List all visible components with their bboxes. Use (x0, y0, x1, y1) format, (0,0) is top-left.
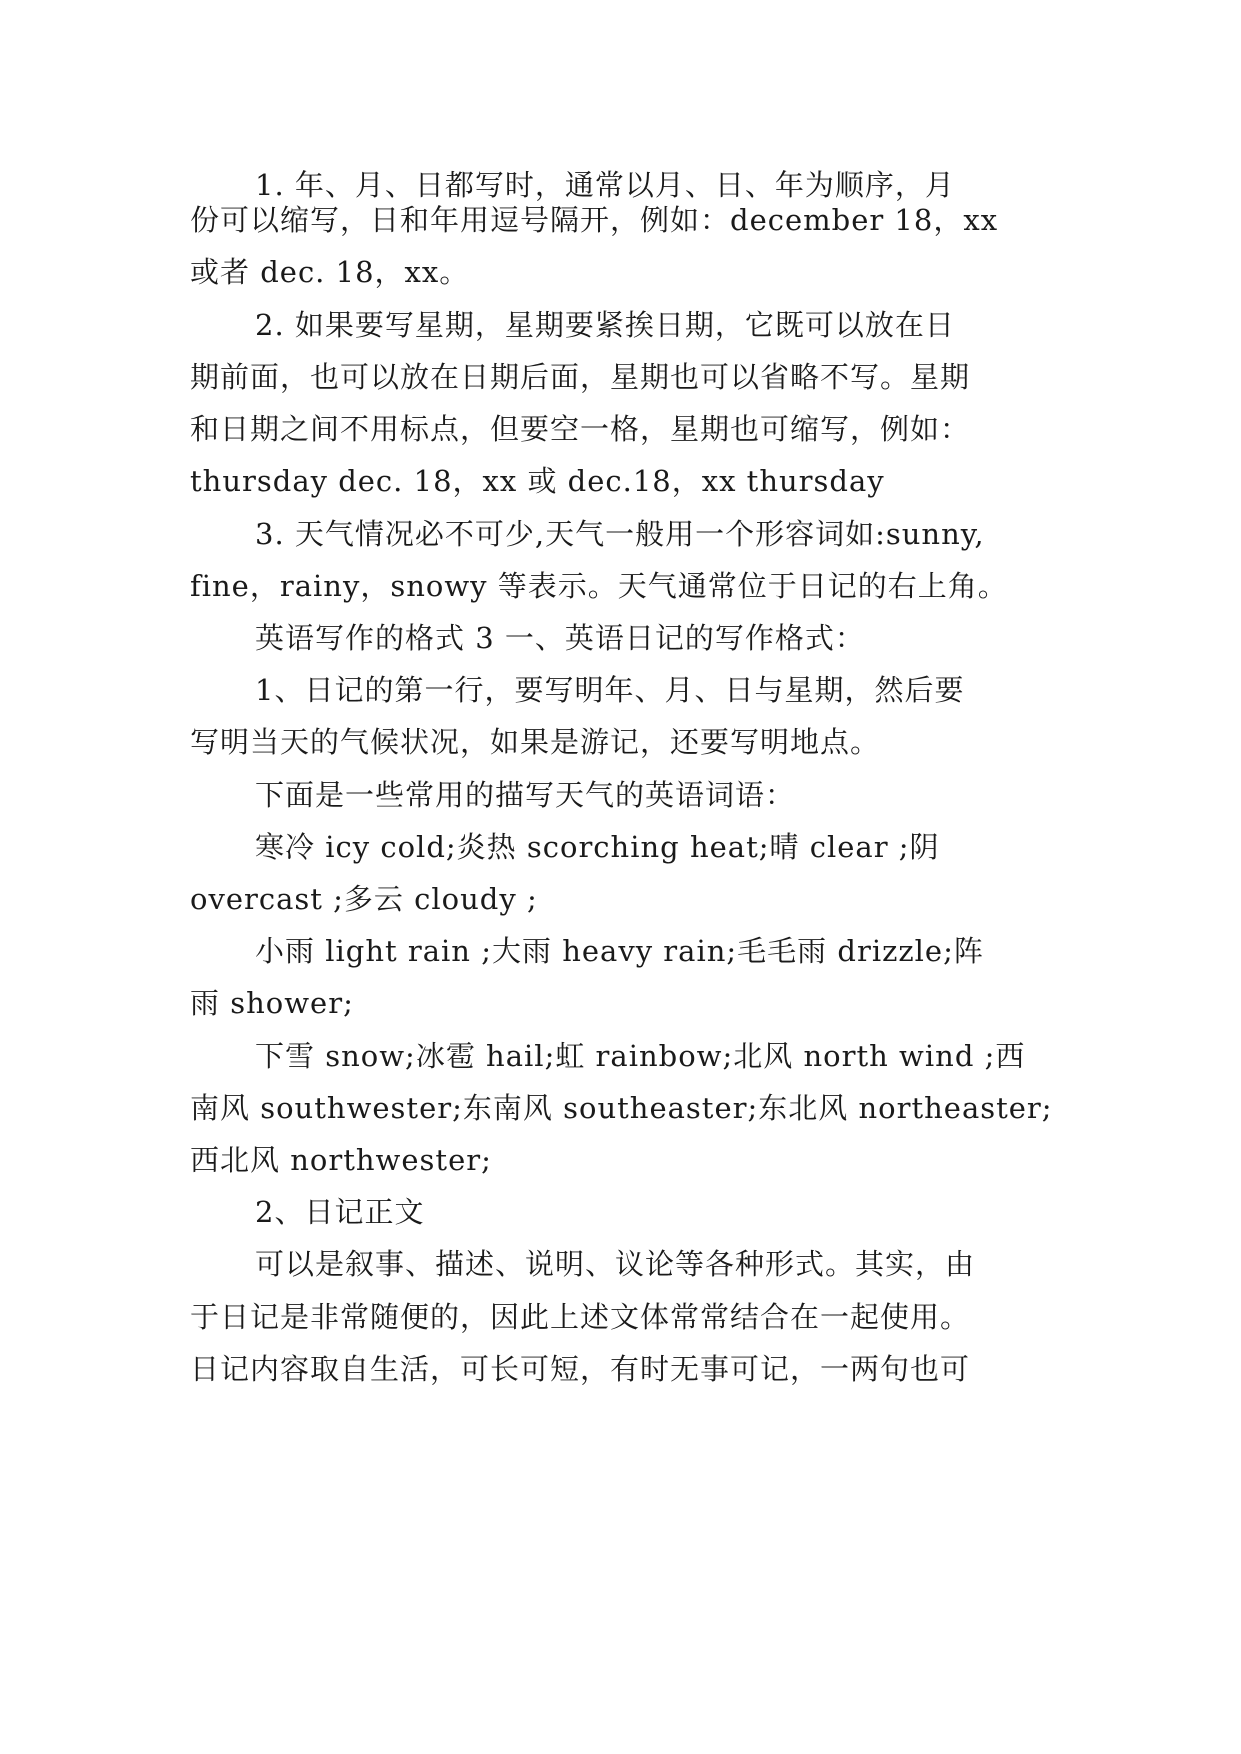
text-line: 南风 southwester;东南风 southeaster;东北风 northeaster; (190, 1091, 1053, 1125)
text-line: thursday dec. 18，xx 或 dec.18，xx thursday (190, 464, 885, 498)
text-line: 可以是叙事、描述、说明、议论等各种形式。其实，由 (255, 1247, 976, 1281)
text-line: 1. 年、月、日都写时，通常以月、日、年为顺序，月 (255, 168, 955, 202)
text-line: overcast ;多云 cloudy ; (190, 882, 538, 916)
text-line: 期前面，也可以放在日期后面，星期也可以省略不写。星期 (190, 360, 971, 394)
text-line: 寒冷 icy cold;炎热 scorching heat;晴 clear ;阴 (255, 830, 940, 864)
text-line: 2、日记正文 (255, 1195, 425, 1229)
text-line: 或者 dec. 18，xx。 (190, 255, 470, 289)
text-line: 和日期之间不用标点，但要空一格，星期也可缩写，例如： (190, 412, 971, 446)
section-heading: 英语写作的格式 3 一、英语日记的写作格式： (255, 621, 865, 655)
text-line: 3. 天气情况必不可少,天气一般用一个形容词如:sunny, (255, 517, 985, 551)
text-line: 日记内容取自生活，可长可短，有时无事可记，一两句也可 (190, 1352, 971, 1386)
text-line: fine，rainy，snowy 等表示。天气通常位于日记的右上角。 (190, 569, 1008, 603)
text-line: 于日记是非常随便的，因此上述文体常常结合在一起使用。 (190, 1300, 971, 1334)
text-line: 下雪 snow;冰雹 hail;虹 rainbow;北风 north wind ;西 (255, 1039, 1026, 1073)
text-line: 份可以缩写，日和年用逗号隔开，例如：december 18，xx (190, 203, 999, 237)
text-line: 1、日记的第一行，要写明年、月、日与星期，然后要 (255, 673, 965, 707)
text-line: 2. 如果要写星期，星期要紧挨日期，它既可以放在日 (255, 308, 955, 342)
text-line: 下面是一些常用的描写天气的英语词语： (255, 778, 796, 812)
text-line: 写明当天的气候状况，如果是游记，还要写明地点。 (190, 725, 881, 759)
text-line: 西北风 northwester; (190, 1143, 492, 1177)
text-line: 雨 shower; (190, 986, 354, 1020)
text-line: 小雨 light rain ;大雨 heavy rain;毛毛雨 drizzle;阵 (255, 934, 984, 968)
